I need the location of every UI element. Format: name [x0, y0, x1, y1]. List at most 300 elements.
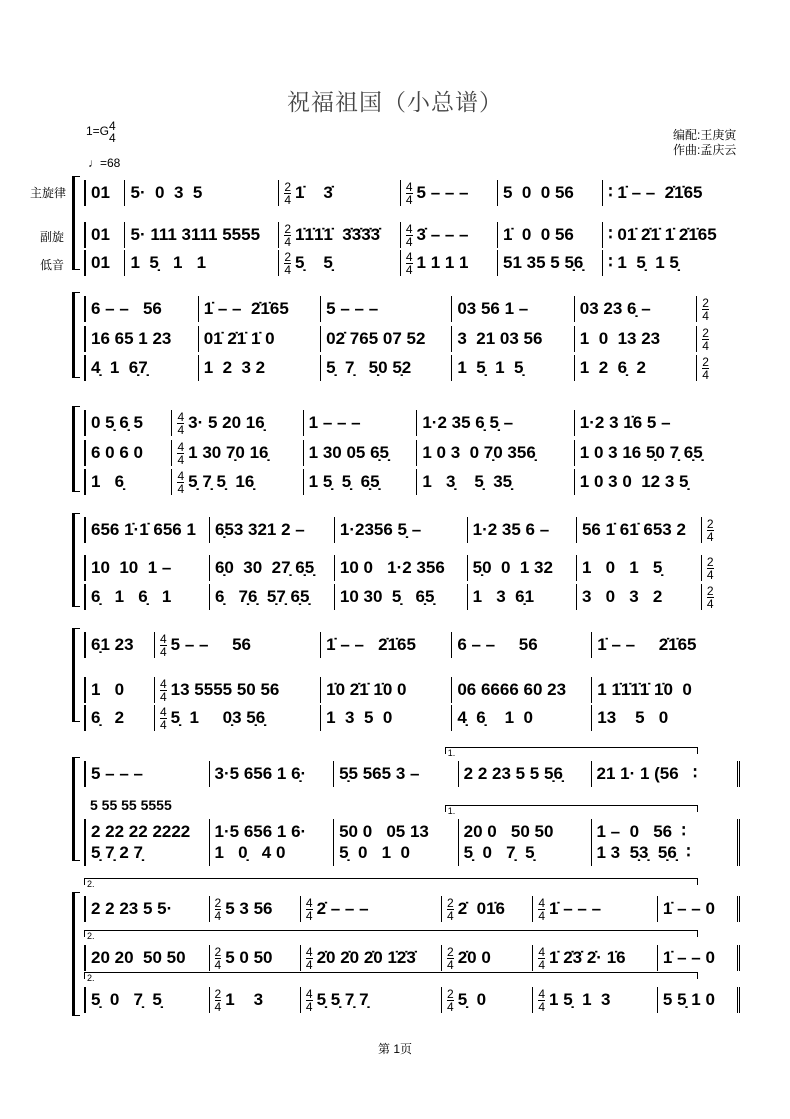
- time-signature: [447, 946, 454, 971]
- tempo-mark: ♩=68: [88, 156, 121, 170]
- notes: 03 56 1 –: [457, 299, 529, 318]
- part-row: [84, 326, 740, 352]
- measure: [209, 761, 334, 787]
- time-signature-number: 2: [706, 583, 714, 598]
- time-signature-number: 4: [177, 468, 185, 483]
- notes: 1 0̣ 4 0: [214, 843, 286, 862]
- part-row: [84, 555, 740, 581]
- notes: 01: [91, 253, 110, 272]
- volta-bracket: 2.: [84, 878, 698, 885]
- time-signature: [284, 251, 291, 276]
- key-signature: [86, 120, 116, 144]
- notes: 656 1̇·1̇ 656 1: [91, 520, 196, 539]
- notes: 2̇ 01̇6: [457, 899, 505, 918]
- measure: [84, 440, 171, 466]
- measure: [574, 326, 696, 352]
- measure: [84, 945, 209, 971]
- score-system: [84, 513, 740, 613]
- notes: 2 2 23 5 5 5̣6̣: [463, 764, 563, 783]
- measure: [532, 896, 657, 922]
- time-signature-number: 4: [706, 529, 714, 544]
- notes: 1·2 35 6̣ 5̣ –: [422, 413, 514, 432]
- notes: 01̇ 2̇1̇ 1̇ 0: [203, 329, 275, 348]
- part-row: [84, 180, 740, 206]
- measure: [84, 326, 198, 352]
- measure: [84, 840, 209, 866]
- notes: 1 0 3 0 12 3 5̣: [579, 472, 689, 491]
- measure: [84, 632, 154, 658]
- score-system: [84, 628, 740, 732]
- notes: 02̇ 765 07 52: [326, 329, 426, 348]
- measure: [591, 677, 740, 703]
- notes: 1 0: [91, 680, 125, 699]
- notes: 13 5555 50 56: [170, 680, 280, 699]
- time-signature: [707, 518, 714, 543]
- time-signature-number: 4: [177, 439, 185, 454]
- time-signature-number: 2: [284, 249, 292, 264]
- time-signature: [406, 251, 413, 276]
- system-bracket: [72, 892, 80, 1016]
- time-signature-number: 4: [405, 179, 413, 194]
- notes: 16 65 1 23: [91, 329, 172, 348]
- measure: [657, 945, 740, 971]
- notes: 5̣ 0 7̣ 5̣: [463, 843, 535, 862]
- measure: [497, 222, 602, 248]
- time-signature-number: 4: [405, 221, 413, 236]
- time-signature-number: 4: [284, 262, 292, 277]
- time-signature-number: 4: [214, 957, 222, 972]
- time-signature: [702, 297, 709, 322]
- time-signature: [707, 585, 714, 610]
- time-signature-number: 4: [447, 957, 454, 972]
- time-signature-number: 2: [706, 554, 714, 569]
- time-signature-number: 4: [177, 409, 185, 424]
- credits: [673, 128, 736, 158]
- score-system: [84, 292, 740, 384]
- meter-bottom: 4: [109, 131, 116, 145]
- measure: [154, 705, 320, 731]
- time-signature-number: 4: [538, 908, 546, 923]
- notes: 01: [91, 183, 110, 202]
- notes: 1 3 5̣3̣ 5̣6̣ ∶: [596, 843, 691, 862]
- notes: 1̇ 0 0 56: [503, 225, 574, 244]
- notes: 1 3 5 0: [326, 708, 393, 727]
- notes: 4̣ 6̣ 1 0: [457, 708, 533, 727]
- measure: [400, 180, 497, 206]
- volta-bracket: 2.: [84, 930, 698, 937]
- measure: [451, 355, 573, 381]
- time-signature-number: 4: [177, 452, 185, 467]
- time-signature-number: 4: [405, 262, 413, 277]
- notes: 1·5 656 1 6·: [214, 822, 307, 841]
- notes: 1 3 6̣1: [472, 587, 535, 606]
- time-signature-number: 4: [305, 944, 313, 959]
- measure: [451, 705, 591, 731]
- notes: 6̣0 30 27̣ 6̣5̣: [214, 558, 315, 577]
- notes: 6 – – 56: [91, 299, 162, 318]
- notes: 1 1̇1̇1̇1̇ 1̇0 0: [597, 680, 692, 699]
- part-row: [84, 840, 740, 866]
- measure: [532, 987, 657, 1013]
- notes: 1 2 6̣ 2: [579, 358, 646, 377]
- measure: [576, 555, 701, 581]
- measure: [154, 677, 320, 703]
- notes: 01: [91, 225, 110, 244]
- measure: [84, 987, 209, 1013]
- notes: 03 23 6̣ –: [579, 299, 651, 318]
- time-signature-number: 2: [702, 325, 709, 340]
- measure: [701, 555, 740, 581]
- part-row: [84, 517, 740, 543]
- time-signature: [447, 897, 454, 922]
- notes: 6̣1 23: [91, 635, 134, 654]
- time-signature: [284, 223, 291, 248]
- measure: [320, 326, 451, 352]
- time-signature: [538, 946, 545, 971]
- notes: 1̇ – – 2̇1̇65: [326, 635, 416, 654]
- part-row: [84, 296, 740, 322]
- notes: 1 5̣ 1 5̣: [457, 358, 524, 377]
- time-signature-number: 4: [706, 567, 714, 582]
- score-system: [84, 879, 740, 1022]
- notes: 5̣ 0 7̣ 5̣: [91, 990, 162, 1009]
- measure: [84, 555, 209, 581]
- measure: [171, 469, 302, 495]
- measure: [576, 584, 701, 610]
- measure: [84, 296, 198, 322]
- notes: 6̣ 2: [91, 708, 125, 727]
- measure: [303, 410, 417, 436]
- notes: 5̣ 5̣: [295, 253, 333, 272]
- notes: 1 30 05 6̣5̣: [308, 443, 389, 462]
- system-bracket: [72, 292, 80, 378]
- time-signature-number: 4: [305, 957, 313, 972]
- notes: 10 0 1·2 356: [339, 558, 445, 577]
- time-signature-number: 4: [214, 999, 222, 1014]
- measure: [451, 326, 573, 352]
- part-row: [84, 761, 740, 787]
- notes: 20 0 50 50: [463, 822, 554, 841]
- notes: 1 0 3 16 5̣0 7̣ 6̣5̣: [579, 443, 703, 462]
- measure: [333, 840, 458, 866]
- time-signature-number: 4: [159, 717, 167, 732]
- measure: [657, 987, 740, 1013]
- volta-bracket: 1.: [445, 747, 698, 754]
- measure: [441, 987, 532, 1013]
- notes: ∶ 1̇ – – 2̇1̇65: [608, 183, 703, 202]
- notes: 1̇0 2̇1̇ 1̇0 0: [326, 680, 407, 699]
- time-signature-number: 4: [405, 192, 413, 207]
- part-row: [84, 410, 740, 436]
- notes: 1 5̣ 1 1: [130, 253, 207, 272]
- notes: 5 5̣ 1 0: [662, 990, 715, 1009]
- time-signature-number: 4: [405, 249, 413, 264]
- time-signature-number: 4: [305, 895, 313, 910]
- measure: [696, 296, 740, 322]
- notes: 1̇ – – 2̇1̇65: [203, 299, 289, 318]
- notes: 5̣ 7̣ 5̣0 5̣2: [326, 358, 412, 377]
- notes: 3 21 03 56: [457, 329, 543, 348]
- measure: [84, 705, 154, 731]
- time-signature-number: 2: [214, 986, 222, 1001]
- measure: [278, 180, 399, 206]
- time-signature-number: 4: [177, 422, 185, 437]
- notes: 20 20 50 50: [91, 948, 186, 967]
- time-signature: [306, 946, 313, 971]
- notes: 1̇ 2̇3̇ 2̇· 1̇6: [549, 948, 626, 967]
- time-signature-number: 4: [538, 999, 546, 1014]
- notes: 1 6̣: [91, 472, 125, 491]
- page-number: 第 1页: [377, 1042, 412, 1056]
- measure: [300, 945, 441, 971]
- notes: 1·2356 5̣ –: [339, 520, 422, 539]
- part-label-harmony: 副旋: [40, 230, 65, 244]
- part-row: [84, 677, 740, 703]
- time-signature: [160, 633, 167, 658]
- notes: 21 1· 1 (56 ∶: [596, 764, 698, 783]
- time-signature: [707, 556, 714, 581]
- measure: [320, 296, 451, 322]
- measure: [416, 410, 573, 436]
- volta-bracket: 1.: [445, 805, 698, 812]
- time-signature-number: 4: [702, 308, 709, 323]
- notes: 5 0 0 56: [503, 183, 574, 202]
- notes: 6̣ 7̣6̣ 5̣7̣ 6̣5̣: [214, 587, 310, 606]
- measure: [591, 632, 740, 658]
- measure: [591, 761, 740, 787]
- time-signature: [284, 181, 291, 206]
- notes: 5 – – –: [326, 299, 379, 318]
- time-signature-number: 4: [447, 908, 454, 923]
- time-signature-number: 2: [284, 179, 292, 194]
- notes: 4̣ 1 6̣7̣: [91, 358, 148, 377]
- part-row: [84, 355, 740, 381]
- time-signature: [177, 441, 184, 466]
- time-signature: [406, 181, 413, 206]
- part-label-melody: 主旋律: [30, 186, 67, 200]
- measure: [497, 180, 602, 206]
- measure: [451, 296, 573, 322]
- notes: 06 6666 60 23: [457, 680, 567, 699]
- notes: 13 5 0: [597, 708, 669, 727]
- part-row: [84, 632, 740, 658]
- notes: 1 0 1 5̣: [581, 558, 663, 577]
- measure: [416, 469, 573, 495]
- time-signature: [702, 327, 709, 352]
- notes: 51 35 5 5̣6̣: [503, 253, 584, 272]
- notes: 6̣53 321 2 –: [214, 520, 305, 539]
- measure: [300, 987, 441, 1013]
- measure: [602, 250, 740, 276]
- measure: [124, 180, 278, 206]
- notes: 1̇ – – 0: [662, 899, 715, 918]
- notes: 5· 0 3 5: [130, 183, 203, 202]
- part-row: [84, 250, 740, 276]
- notes: 6̣ 1 6̣ 1: [91, 587, 172, 606]
- measure: [84, 222, 124, 248]
- notes: 1 0 3 0 7̣0 356̣: [422, 443, 536, 462]
- measure: [602, 180, 740, 206]
- measure: [696, 355, 740, 381]
- notes: 1·2 3 1̇6 5 –: [579, 413, 671, 432]
- measure: [154, 632, 320, 658]
- notes: 1 5̣ 1 3: [549, 990, 611, 1009]
- measure: [574, 469, 740, 495]
- measure: [333, 761, 458, 787]
- part-row: [84, 896, 740, 922]
- notes: ∶ 1 5̣ 1 5̣: [608, 253, 679, 272]
- notes: 56 1̇ 61̇ 653 2: [581, 520, 686, 539]
- measure: [574, 440, 740, 466]
- measure: [532, 945, 657, 971]
- notes: 5̣ 0 1 0: [339, 843, 410, 862]
- measure: [334, 517, 467, 543]
- measure: [84, 677, 154, 703]
- notes: 5̣ 1 0̣3 5̣6̣: [170, 708, 266, 727]
- measure: [320, 632, 451, 658]
- measure: [84, 896, 209, 922]
- notes: 6 0 6 0: [91, 443, 143, 462]
- measure: [303, 469, 417, 495]
- time-signature-number: 2: [284, 221, 292, 236]
- measure: [209, 840, 334, 866]
- notes: 6 – – 56: [457, 635, 538, 654]
- measure: [209, 555, 334, 581]
- notes: 2 2 23 5 5·: [91, 899, 173, 918]
- notes: 2̇0 2̇0 2̇0 1̇2̇3̇: [316, 948, 416, 967]
- notes: 1 5̣ 5̣ 6̣5̣: [308, 472, 380, 491]
- notes: 1̇1̇1̇1̇ 3̇3̇3̇3̇: [295, 225, 381, 244]
- notes: 1̇ – – –: [549, 899, 602, 918]
- time-signature: [447, 988, 454, 1013]
- notes: 1 30 7̣0 16̣: [188, 443, 269, 462]
- notes: 1̇ – – 2̇1̇65: [597, 635, 697, 654]
- notes: 5̣ 7̣ 2 7̣: [91, 843, 143, 862]
- notes: 3 0 3 2: [581, 587, 663, 606]
- notes: 3·5 656 1 6̣·: [214, 764, 307, 783]
- measure: [84, 517, 209, 543]
- time-signature-number: 4: [177, 481, 185, 496]
- part-row: [84, 945, 740, 971]
- time-signature-number: 4: [159, 676, 167, 691]
- measure: [320, 355, 451, 381]
- measure: [574, 296, 696, 322]
- measure: [84, 761, 209, 787]
- measure: [209, 945, 300, 971]
- time-signature-number: 4: [284, 192, 292, 207]
- time-signature: [306, 988, 313, 1013]
- notes: 50 0 05 13: [339, 822, 429, 841]
- measure: [451, 677, 591, 703]
- measure: [84, 410, 171, 436]
- measure: [701, 584, 740, 610]
- measure: [278, 250, 399, 276]
- measure: [84, 180, 124, 206]
- volta-bracket: 2.: [84, 972, 698, 979]
- time-signature-number: 2: [214, 895, 222, 910]
- score-system: [84, 176, 740, 276]
- measure: [198, 355, 320, 381]
- notes: 3· 5 20 16̣: [188, 413, 265, 432]
- part-row: [84, 584, 740, 610]
- notes: 1 – 0 56 ∶: [596, 822, 686, 841]
- notes: 1̇ – – 0: [662, 948, 715, 967]
- part-row: [84, 222, 740, 248]
- arranger: 编配:王庚寅: [673, 128, 737, 142]
- time-signature-number: 2: [214, 944, 222, 959]
- measure: [84, 469, 171, 495]
- time-signature-number: 4: [284, 234, 292, 249]
- measure: [300, 896, 441, 922]
- time-signature-number: 4: [706, 596, 714, 611]
- time-signature-number: 4: [305, 999, 313, 1014]
- time-signature-number: 4: [538, 944, 546, 959]
- notes: 5̣0 0 1 32: [472, 558, 553, 577]
- measure: [320, 705, 451, 731]
- part-row: [84, 440, 740, 466]
- measure: [84, 250, 124, 276]
- system-bracket: [72, 757, 80, 861]
- part-row: [84, 987, 740, 1013]
- part-row: [84, 705, 740, 731]
- time-signature-number: 4: [159, 689, 167, 704]
- notes: 5 3 56: [225, 899, 273, 918]
- measure: [198, 326, 320, 352]
- time-signature-number: 4: [538, 895, 546, 910]
- measure: [441, 896, 532, 922]
- measure: [171, 440, 302, 466]
- notes: 1̇ 3̇: [295, 183, 333, 202]
- measure: [416, 440, 573, 466]
- time-signature-number: 4: [305, 986, 313, 1001]
- measure: [467, 584, 576, 610]
- meter: [109, 120, 116, 144]
- notes: 5 – – 56: [170, 635, 251, 654]
- measure: [334, 584, 467, 610]
- composer: 作曲:孟庆云: [673, 143, 737, 157]
- notes: 3̇ – – –: [416, 225, 469, 244]
- time-signature-number: 2: [706, 516, 714, 531]
- notes: 10 10 1 –: [91, 558, 172, 577]
- time-signature: [160, 706, 167, 731]
- time-signature-number: 4: [447, 999, 454, 1014]
- system-bracket: [72, 513, 80, 607]
- measure: [591, 840, 740, 866]
- part-label-bass: 低音: [40, 258, 65, 272]
- measure: [400, 222, 497, 248]
- measure: [467, 517, 576, 543]
- notes: 5 0 50: [225, 948, 273, 967]
- measure: [591, 705, 740, 731]
- notes: 5 – – –: [91, 764, 143, 783]
- notes: 1 1 1 1: [416, 253, 469, 272]
- notes: 1 2 3 2: [203, 358, 266, 377]
- measure: [451, 632, 591, 658]
- measure: [701, 517, 740, 543]
- measure: [198, 296, 320, 322]
- time-signature: [215, 988, 222, 1013]
- measure: [84, 584, 209, 610]
- notes: 2̇ – – –: [316, 899, 369, 918]
- notes: 5 – – –: [416, 183, 469, 202]
- time-signature-number: 2: [447, 895, 454, 910]
- time-signature: [306, 897, 313, 922]
- key-label: 1=G: [86, 124, 110, 139]
- measure: [576, 517, 701, 543]
- time-signature: [538, 897, 545, 922]
- meter-top: 4: [109, 119, 116, 133]
- time-signature-number: 4: [538, 986, 546, 1001]
